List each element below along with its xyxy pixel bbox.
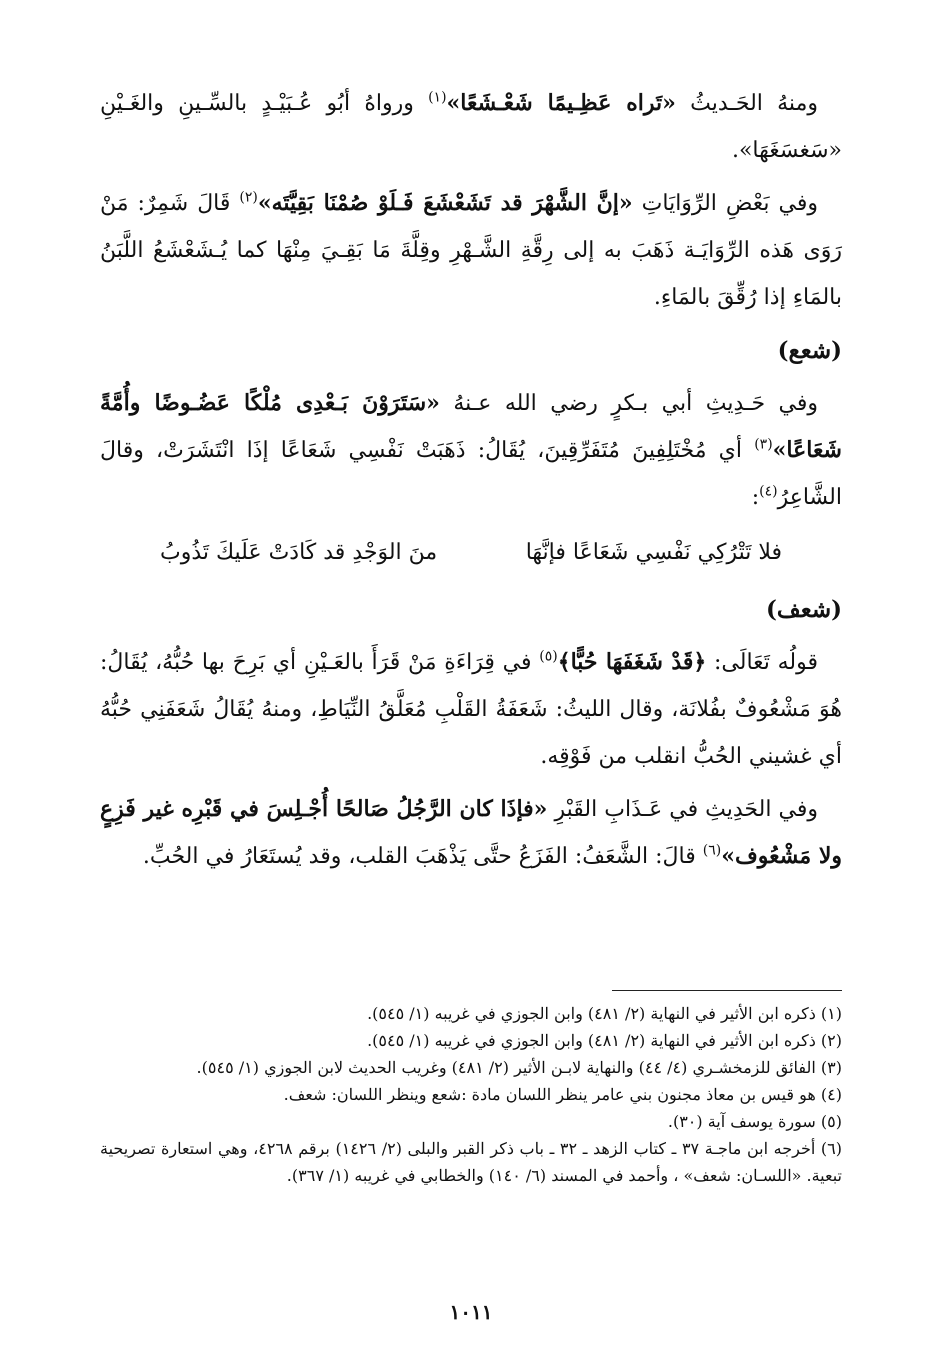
paragraph-text: قَالَ شَمِرٌ: مَنْ رَوَى هَذه الرِّوَايَـة ذَهَبَ به إلى رِقَّةِ الشَّـهْرِ وقِلَّةَ مَا بَقِـيَ مِنْهَا كما يُـشَعْشَعُ اللَّبَنُ بالمَاءِ إذا رُقِّقَ بالمَاءِ.	[100, 191, 842, 310]
paragraph-quran-verse	[100, 639, 842, 780]
paragraph-abu-bakr	[100, 380, 842, 521]
paragraph-hadith-sha-sha	[100, 80, 842, 174]
footnote-2: (٢) ذكره ابن الأثير في النهاية (٢/ ٤٨١) وابن الجوزي في غريبه (١/ ٥٤٥).	[367, 1031, 842, 1050]
footnote-ref-6[interactable]: (٦)	[702, 842, 722, 859]
footnote-3: (٣) الفائق للزمخشـري (٤/ ٤٤) والنهاية لابـن الأثير (٢/ ٤٨١) وغريب الحديث لابن الجوزي (١/ ٥٤٥).	[196, 1058, 842, 1077]
paragraph-text: وفي بَعْضِ الرِّوَايَاتِ	[632, 191, 819, 216]
footnote-ref-3[interactable]: (٣)	[754, 436, 773, 453]
hadith-quote: «تَراه عَظِـيمًا شَعْـشَعًا»	[446, 90, 676, 116]
paragraph-text: وفي حَـدِيثِ أبي بـكرٍ رضي الله عـنهُ	[439, 391, 819, 416]
entry-heading-shaa: (شعع)	[777, 337, 842, 364]
paragraph-text: ومنهُ الحَـديثُ	[675, 91, 818, 116]
page-number: ١٠١١	[449, 1300, 493, 1324]
verse-first-hemistich: فلا تَتْرُكِي نَفْسِي شَعَاعًا فإنَّهَا	[525, 540, 782, 565]
paragraph-text: ورواهُ أبُو عُـبَيْـدٍ بالسِّـينِ والغَـيْنِ «سَغسَغَهَا».	[100, 91, 842, 163]
main-text	[100, 80, 842, 886]
paragraph-text: وفي الحَدِيثِ في عَـذَابِ القَبْرِ	[547, 797, 818, 822]
paragraph-text: في قِرَاءَةِ مَنْ قَرَأَ بالعَـيْنِ أي بَرِحَ بها حُبُّهُ، يُقَالُ: هُوَ مَشْعُوفٌ بفُلانَة، وقال الليثُ: شَعَفَةُ القَلْبِ مُعَلَّقُ النِّيَاطِ، ومنهُ يُقَالُ شَعَفَنِي حُبُّهُ أي غشيني الحُبُّ انقلب من فَوْقِه.	[100, 650, 842, 769]
poetry-verse	[100, 529, 842, 576]
verse-second-hemistich: منَ الوَجْدِ قد كَادَتْ عَلَيكَ تَذُوبُ	[160, 540, 438, 565]
paragraph-text: :	[751, 485, 760, 510]
entry-heading-shaf: (شعف)	[766, 596, 842, 623]
paragraph-text: أي مُخْتَلِفِينَ مُتَفَرِّقِينَ، يُقَالُ: ذَهَبَتْ نَفْسِي شَعَاعًا إذَا انْتَشَرَتْ، وقالَ الشَّاعِرُ	[100, 438, 842, 510]
footnote-ref-2[interactable]: (٢)	[239, 189, 258, 206]
footnote-5: (٥) سورة يوسف آية (٣٠).	[667, 1112, 842, 1131]
footnote-4: (٤) هو قيس بن معاذ مجنون بني عامر ينظر اللسان مادة :شعع وينظر اللسان: شعف.	[283, 1085, 842, 1104]
footnote-1: (١) ذكره ابن الأثير في النهاية (٢/ ٤٨١) وابن الجوزي في غريبه (١/ ٥٤٥).	[367, 1004, 842, 1023]
footnote-ref-4[interactable]: (٤)	[759, 483, 778, 500]
paragraph-riwayat	[100, 180, 842, 321]
hadith-quote: «سَتَرَوْنَ بَـعْدِى مُلْكًا عَضُـوضًا وأُمَّةً شَعَاعًا»	[100, 390, 842, 463]
footnote-ref-5[interactable]: (٥)	[539, 648, 558, 665]
quran-quote: ﴿قَدْ شَغَفَهَا حُبًّا﴾	[557, 649, 707, 675]
paragraph-text: قالَ: الشَّعَفُ: الفَزَعُ حتَّى يَذْهَبَ القلب، وقد يُستَعَارُ في الحُبِّ.	[142, 844, 703, 869]
hadith-quote: «فإذَا كان الرَّجُلُ صَالحًا أُجْـلِسَ في قَبْرِه غير فَزِعٍ ولا مَشْعُوف»	[100, 796, 842, 869]
hadith-quote: «إنَّ الشَّهْرَ قد تَشَعْشَعَ فَـلَوْ صُمْنَا بَقِيَّتَه»	[257, 190, 633, 216]
paragraph-text: قولُه تَعَالَى:	[706, 650, 819, 675]
footnote-divider	[612, 990, 842, 991]
paragraph-grave-hadith	[100, 786, 842, 880]
footnote-6: (٦) أخرجه ابن ماجـة ٣٧ ـ كتاب الزهد ـ ٣٢ ـ باب ذكر القبر والبلى (٢/ ١٤٢٦) برقم ٤٢٦٨، وهي استعارة تصريحية تبعية. «اللسـان: شعف» ، وأحمد في المسند (٦/ ١٤٠) والخطابي في غريبه (١/ ٣٦٧).	[100, 1139, 843, 1185]
footnote-ref-1[interactable]: (١)	[428, 89, 447, 106]
footnotes	[100, 1000, 842, 1189]
